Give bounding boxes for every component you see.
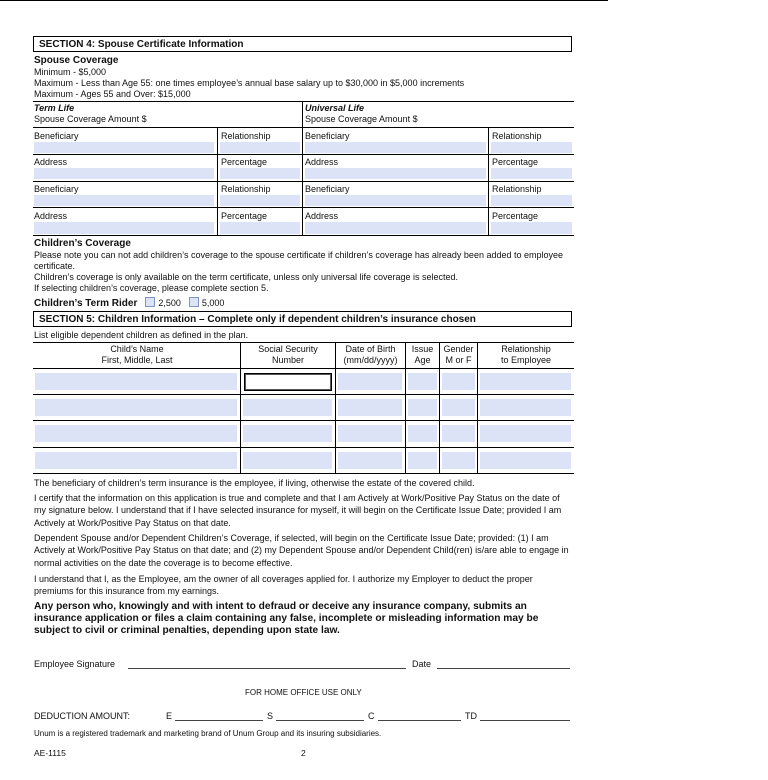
child2-gender-field[interactable]	[442, 399, 475, 416]
ul-percentage-1-field[interactable]	[491, 168, 572, 179]
col-rel-line1: Relationship	[501, 344, 551, 354]
ul-address-1-field[interactable]	[305, 168, 486, 179]
spouse-coverage-title: Spouse Coverage	[34, 55, 119, 66]
col-age-line2: Age	[414, 355, 431, 365]
deduction-td-label: TD	[465, 711, 477, 721]
ul-address-2-field[interactable]	[305, 222, 486, 234]
child4-gender-field[interactable]	[442, 452, 475, 469]
universal-amount-field[interactable]	[432, 113, 572, 125]
child3-relationship-field[interactable]	[480, 425, 571, 442]
rider-5000-checkbox[interactable]	[189, 297, 199, 307]
child3-age-field[interactable]	[408, 425, 437, 442]
col-rel-line2: to Employee	[500, 355, 552, 365]
deduction-c-label: C	[368, 711, 375, 721]
date-line[interactable]	[437, 668, 570, 669]
coverage-maximum-under55: Maximum - Less than Age 55: one times employee’s annual base salary up to $30,000 in $5,000 increments	[34, 78, 465, 88]
rider-label: Children’s Term Rider	[34, 298, 138, 309]
col-gender-header	[440, 344, 477, 366]
term-percentage-2-field[interactable]	[220, 222, 300, 234]
rider-2500-label: 2,500	[158, 298, 181, 308]
child1-relationship-field[interactable]	[480, 373, 571, 390]
term-beneficiary-1-label: Beneficiary	[34, 131, 79, 141]
rule	[33, 447, 574, 448]
col-ssn-line1: Social Security	[258, 344, 318, 354]
rule	[33, 235, 574, 236]
rule	[33, 181, 574, 182]
term-amount-field[interactable]	[162, 113, 300, 125]
rule	[33, 420, 574, 421]
child1-ssn-field[interactable]	[244, 373, 332, 391]
child1-age-field[interactable]	[408, 373, 437, 390]
form-id: AE-1115	[34, 748, 66, 758]
ul-percentage-2-label: Percentage	[492, 211, 539, 221]
child4-age-field[interactable]	[408, 452, 437, 469]
child4-relationship-field[interactable]	[480, 452, 571, 469]
deduction-td-line[interactable]	[480, 720, 570, 721]
ul-address-2-label: Address	[305, 211, 339, 221]
col-dob-line1: Date of Birth	[345, 344, 396, 354]
rule	[33, 101, 574, 102]
col-ssn-line2: Number	[271, 355, 304, 365]
child3-dob-field[interactable]	[338, 425, 402, 442]
child2-dob-field[interactable]	[338, 399, 402, 416]
child2-relationship-field[interactable]	[480, 399, 571, 416]
term-percentage-1-field[interactable]	[220, 168, 300, 179]
col-age-line1: Issue	[411, 344, 434, 354]
deduction-s-label: S	[267, 711, 274, 721]
col-gender-line1: Gender	[443, 344, 474, 354]
col-ssn-header	[241, 344, 335, 366]
rule	[33, 368, 574, 369]
child4-name-field[interactable]	[35, 452, 237, 469]
child1-name-field[interactable]	[35, 373, 237, 390]
term-relationship-2-field[interactable]	[220, 195, 300, 206]
term-address-2-field[interactable]	[34, 222, 214, 234]
trademark-notice: Unum is a registered trademark and marketing brand of Unum Group and its insuring subsidiaries.	[34, 729, 382, 738]
term-relationship-1-label: Relationship	[221, 131, 271, 141]
ul-beneficiary-1-field[interactable]	[305, 142, 486, 153]
rule	[33, 473, 574, 474]
dependent-paragraph: Dependent Spouse and/or Dependent Children’s Coverage, if selected, will begin on the Certificate Issue Date; provided: (1) I am Actively at Work/Positive Pay Status on that date; and (2) my Dependent Spouse and/or Dependent Child(ren) is/are able to engage in normal activities on the date the coverage is to become effective.	[34, 533, 569, 568]
child2-name-field[interactable]	[35, 399, 237, 416]
owner-paragraph: I understand that I, as the Employee, am the owner of all coverages applied for. I authorize my Employer to deduct the proper premiums for this insurance from my earnings.	[34, 574, 533, 597]
ul-percentage-2-field[interactable]	[491, 222, 572, 234]
rule	[33, 342, 574, 343]
col-rel-header	[478, 344, 574, 366]
child3-gender-field[interactable]	[442, 425, 475, 442]
beneficiary-paragraph: The beneficiary of children’s term insurance is the employee, if living, otherwise the estate of the covered child.	[34, 478, 475, 488]
deduction-c-line[interactable]	[378, 720, 461, 721]
top-rule	[0, 0, 608, 1]
childrens-coverage-title: Children’s Coverage	[34, 238, 131, 249]
ul-relationship-1-label: Relationship	[492, 131, 542, 141]
term-address-1-label: Address	[34, 157, 68, 167]
term-beneficiary-1-field[interactable]	[34, 142, 214, 153]
column-divider	[302, 101, 303, 236]
rule	[33, 207, 574, 208]
employee-signature-line[interactable]	[128, 668, 406, 669]
ul-percentage-1-label: Percentage	[492, 157, 539, 167]
section5-intro: List eligible dependent children as defined in the plan.	[34, 330, 249, 340]
certify-paragraph: I certify that the information on this application is true and complete and that I am Actively at Work/Positive Pay Status on the date of my signature below. I understand that if I have selected insurance for myself, it will begin on the Certificate Issue Date; provided I am Actively at Work/Positive Pay Status on that date.	[34, 493, 562, 528]
child1-gender-field[interactable]	[442, 373, 475, 390]
col-dob-line2: (mm/dd/yyyy)	[343, 355, 398, 365]
employee-signature-label: Employee Signature	[34, 659, 116, 669]
child3-name-field[interactable]	[35, 425, 237, 442]
term-percentage-2-label: Percentage	[221, 211, 268, 221]
deduction-label: DEDUCTION AMOUNT:	[34, 711, 131, 721]
childrens-coverage-note1: Please note you can not add children’s coverage to the spouse certificate if children’s coverage has already been added to employee certificate.	[34, 250, 564, 271]
col-name-line2: First, Middle, Last	[101, 355, 173, 365]
ul-address-1-label: Address	[305, 157, 339, 167]
rider-2500-checkbox[interactable]	[145, 297, 155, 307]
deduction-s-line[interactable]	[276, 720, 364, 721]
term-relationship-1-field[interactable]	[220, 142, 300, 153]
ul-relationship-1-field[interactable]	[491, 142, 572, 153]
col-gender-line2: M or F	[445, 355, 472, 365]
deduction-e-label: E	[166, 711, 173, 721]
universal-amount-label: Spouse Coverage Amount $	[305, 114, 418, 124]
term-amount-label: Spouse Coverage Amount $	[34, 114, 147, 124]
date-label: Date	[412, 659, 432, 669]
child2-age-field[interactable]	[408, 399, 437, 416]
section4-header: SECTION 4: Spouse Certificate Information	[33, 36, 572, 52]
ul-relationship-2-field[interactable]	[491, 195, 572, 206]
fraud-warning: Any person who, knowingly and with intent to defraud or deceive any insurance company, submits an insurance application or files a claim containing any false, incomplete or misleading information may be subject to civil or criminal penalties, depending upon state law.	[34, 601, 539, 636]
childrens-coverage-note3: If selecting children’s coverage, please complete section 5.	[34, 283, 269, 293]
col-name-header	[34, 344, 240, 366]
ul-beneficiary-2-label: Beneficiary	[305, 184, 350, 194]
childrens-coverage-note2: Children’s coverage is only available on the term certificate, unless only universal life coverage is selected.	[34, 272, 459, 282]
rule	[33, 394, 574, 395]
page-number: 2	[301, 748, 306, 758]
term-relationship-2-label: Relationship	[221, 184, 271, 194]
col-name-line1: Child’s Name	[110, 344, 164, 354]
child1-dob-field[interactable]	[338, 373, 402, 390]
term-life-heading: Term Life	[34, 103, 75, 113]
term-address-2-label: Address	[34, 211, 68, 221]
coverage-maximum-55plus: Maximum - Ages 55 and Over: $15,000	[34, 89, 191, 99]
rule	[33, 127, 574, 128]
col-dob-header	[336, 344, 405, 366]
child4-dob-field[interactable]	[338, 452, 402, 469]
rider-5000-label: 5,000	[201, 298, 225, 308]
col-age-header	[406, 344, 439, 366]
child4-ssn-field[interactable]	[243, 452, 332, 469]
coverage-minimum: Minimum - $5,000	[34, 67, 107, 77]
ul-beneficiary-1-label: Beneficiary	[305, 131, 350, 141]
deduction-e-line[interactable]	[175, 720, 263, 721]
term-beneficiary-2-label: Beneficiary	[34, 184, 79, 194]
home-office-label: FOR HOME OFFICE USE ONLY	[245, 688, 362, 697]
ul-relationship-2-label: Relationship	[492, 184, 542, 194]
rule	[33, 154, 574, 155]
child3-ssn-field[interactable]	[243, 425, 332, 442]
childrens-term-rider	[34, 297, 224, 310]
term-address-1-field[interactable]	[34, 168, 214, 179]
universal-life-heading: Universal Life	[305, 103, 365, 113]
section5-header: SECTION 5: Children Information – Complete only if dependent children’s insurance chosen	[33, 311, 572, 327]
child2-ssn-field[interactable]	[243, 399, 332, 416]
ul-beneficiary-2-field[interactable]	[305, 195, 486, 206]
term-beneficiary-2-field[interactable]	[34, 195, 214, 206]
term-percentage-1-label: Percentage	[221, 157, 268, 167]
